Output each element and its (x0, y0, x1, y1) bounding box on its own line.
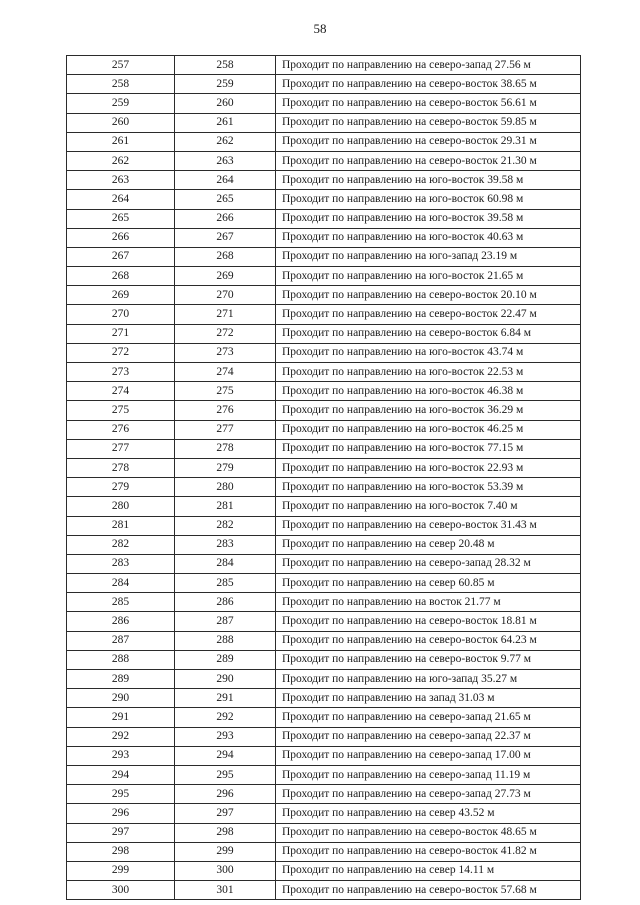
point-from-cell: 267 (67, 247, 175, 266)
point-to-cell: 262 (175, 132, 276, 151)
table-row (67, 113, 581, 132)
segment-description-cell: Проходит по направлению на юго-восток 39.58 м (276, 171, 581, 190)
point-from-cell: 262 (67, 151, 175, 170)
table-row (67, 689, 581, 708)
point-from-cell: 290 (67, 689, 175, 708)
point-to-cell: 267 (175, 228, 276, 247)
point-from-cell: 291 (67, 708, 175, 727)
segment-description-cell: Проходит по направлению на северо-восток 56.61 м (276, 94, 581, 113)
table-row (67, 267, 581, 286)
segment-description-cell: Проходит по направлению на юго-восток 36.29 м (276, 401, 581, 420)
point-from-cell: 272 (67, 343, 175, 362)
point-to-cell: 282 (175, 516, 276, 535)
table-row (67, 554, 581, 573)
table-row (67, 363, 581, 382)
point-to-cell: 264 (175, 171, 276, 190)
segment-description-cell: Проходит по направлению на северо-восток 22.47 м (276, 305, 581, 324)
segment-description-cell: Проходит по направлению на юго-восток 77.15 м (276, 439, 581, 458)
point-from-cell: 257 (67, 56, 175, 75)
point-to-cell: 286 (175, 593, 276, 612)
point-to-cell: 273 (175, 343, 276, 362)
table-row (67, 190, 581, 209)
table-row (67, 343, 581, 362)
point-to-cell: 288 (175, 631, 276, 650)
table-row (67, 861, 581, 880)
point-to-cell: 289 (175, 650, 276, 669)
point-to-cell: 272 (175, 324, 276, 343)
point-from-cell: 265 (67, 209, 175, 228)
segment-description-cell: Проходит по направлению на северо-запад 22.37 м (276, 727, 581, 746)
point-to-cell: 292 (175, 708, 276, 727)
segment-description-cell: Проходит по направлению на северо-восток 38.65 м (276, 75, 581, 94)
point-to-cell: 266 (175, 209, 276, 228)
segment-description-cell: Проходит по направлению на юго-восток 39.58 м (276, 209, 581, 228)
point-from-cell: 283 (67, 554, 175, 573)
point-to-cell: 263 (175, 151, 276, 170)
table-row (67, 842, 581, 861)
point-from-cell: 277 (67, 439, 175, 458)
point-from-cell: 293 (67, 746, 175, 765)
point-to-cell: 265 (175, 190, 276, 209)
table-row (67, 478, 581, 497)
point-from-cell: 273 (67, 363, 175, 382)
point-to-cell: 283 (175, 535, 276, 554)
point-to-cell: 268 (175, 247, 276, 266)
segment-description-cell: Проходит по направлению на юго-восток 60.98 м (276, 190, 581, 209)
segment-description-cell: Проходит по направлению на северо-восток 29.31 м (276, 132, 581, 151)
segment-description-cell: Проходит по направлению на северо-восток 20.10 м (276, 286, 581, 305)
page-number: 58 (313, 21, 327, 36)
table-row (67, 593, 581, 612)
segment-description-cell: Проходит по направлению на северо-восток 9.77 м (276, 650, 581, 669)
segment-description-cell: Проходит по направлению на северо-запад 11.19 м (276, 765, 581, 784)
table-row (67, 401, 581, 420)
segment-description-cell: Проходит по направлению на юго-восток 22.53 м (276, 363, 581, 382)
point-to-cell: 259 (175, 75, 276, 94)
table-row (67, 439, 581, 458)
table-row (67, 56, 581, 75)
point-to-cell: 278 (175, 439, 276, 458)
point-to-cell: 295 (175, 765, 276, 784)
segment-description-cell: Проходит по направлению на юго-восток 22.93 м (276, 458, 581, 477)
table-row (67, 535, 581, 554)
point-to-cell: 260 (175, 94, 276, 113)
table-row (67, 458, 581, 477)
segment-description-cell: Проходит по направлению на юго-восток 53.39 м (276, 478, 581, 497)
point-from-cell: 258 (67, 75, 175, 94)
table-row (67, 209, 581, 228)
table-row (67, 171, 581, 190)
point-to-cell: 281 (175, 497, 276, 516)
point-from-cell: 269 (67, 286, 175, 305)
point-from-cell: 284 (67, 574, 175, 593)
segment-description-cell: Проходит по направлению на юго-восток 46.38 м (276, 382, 581, 401)
point-from-cell: 287 (67, 631, 175, 650)
segment-description-cell: Проходит по направлению на север 20.48 м (276, 535, 581, 554)
segment-description-cell: Проходит по направлению на юго-запад 23.19 м (276, 247, 581, 266)
segment-description-cell: Проходит по направлению на северо-запад 27.73 м (276, 785, 581, 804)
point-to-cell: 296 (175, 785, 276, 804)
segment-description-cell: Проходит по направлению на север 14.11 м (276, 861, 581, 880)
table-row (67, 420, 581, 439)
segment-description-cell: Проходит по направлению на северо-запад 28.32 м (276, 554, 581, 573)
point-from-cell: 298 (67, 842, 175, 861)
point-from-cell: 263 (67, 171, 175, 190)
point-to-cell: 269 (175, 267, 276, 286)
segment-description-cell: Проходит по направлению на северо-восток 59.85 м (276, 113, 581, 132)
table-row (67, 324, 581, 343)
point-from-cell: 299 (67, 861, 175, 880)
segment-description-cell: Проходит по направлению на северо-восток 41.82 м (276, 842, 581, 861)
point-from-cell: 289 (67, 670, 175, 689)
table-row (67, 727, 581, 746)
table-row (67, 650, 581, 669)
table-row (67, 132, 581, 151)
point-from-cell: 279 (67, 478, 175, 497)
point-from-cell: 264 (67, 190, 175, 209)
segment-description-cell: Проходит по направлению на юго-восток 7.40 м (276, 497, 581, 516)
segment-description-cell: Проходит по направлению на северо-восток 21.30 м (276, 151, 581, 170)
point-to-cell: 279 (175, 458, 276, 477)
table-row (67, 804, 581, 823)
table-row (67, 746, 581, 765)
segment-description-cell: Проходит по направлению на северо-восток 18.81 м (276, 612, 581, 631)
point-from-cell: 259 (67, 94, 175, 113)
point-to-cell: 284 (175, 554, 276, 573)
table-row (67, 881, 581, 900)
point-from-cell: 292 (67, 727, 175, 746)
point-to-cell: 293 (175, 727, 276, 746)
point-from-cell: 285 (67, 593, 175, 612)
segment-description-cell: Проходит по направлению на юго-запад 35.27 м (276, 670, 581, 689)
segment-description-cell: Проходит по направлению на северо-запад 27.56 м (276, 56, 581, 75)
segment-description-cell: Проходит по направлению на юго-восток 40.63 м (276, 228, 581, 247)
point-from-cell: 271 (67, 324, 175, 343)
table-row (67, 247, 581, 266)
point-to-cell: 270 (175, 286, 276, 305)
table-row (67, 94, 581, 113)
point-from-cell: 297 (67, 823, 175, 842)
segment-description-cell: Проходит по направлению на юго-восток 21.65 м (276, 267, 581, 286)
table-row (67, 823, 581, 842)
point-to-cell: 271 (175, 305, 276, 324)
point-from-cell: 288 (67, 650, 175, 669)
point-from-cell: 282 (67, 535, 175, 554)
point-to-cell: 300 (175, 861, 276, 880)
segment-description-cell: Проходит по направлению на юго-восток 46.25 м (276, 420, 581, 439)
segment-description-cell: Проходит по направлению на северо-восток 64.23 м (276, 631, 581, 650)
boundary-points-table (66, 55, 581, 900)
point-to-cell: 274 (175, 363, 276, 382)
point-to-cell: 285 (175, 574, 276, 593)
point-to-cell: 280 (175, 478, 276, 497)
point-from-cell: 296 (67, 804, 175, 823)
point-from-cell: 261 (67, 132, 175, 151)
point-to-cell: 287 (175, 612, 276, 631)
segment-description-cell: Проходит по направлению на юго-восток 43.74 м (276, 343, 581, 362)
point-from-cell: 300 (67, 881, 175, 900)
table-row (67, 765, 581, 784)
table-row (67, 75, 581, 94)
table-row (67, 516, 581, 535)
point-from-cell: 270 (67, 305, 175, 324)
point-to-cell: 301 (175, 881, 276, 900)
segment-description-cell: Проходит по направлению на север 60.85 м (276, 574, 581, 593)
table-row (67, 151, 581, 170)
table-row (67, 497, 581, 516)
segment-description-cell: Проходит по направлению на запад 31.03 м (276, 689, 581, 708)
segment-description-cell: Проходит по направлению на северо-восток 57.68 м (276, 881, 581, 900)
segment-description-cell: Проходит по направлению на северо-запад 21.65 м (276, 708, 581, 727)
table-row (67, 305, 581, 324)
point-to-cell: 299 (175, 842, 276, 861)
point-to-cell: 297 (175, 804, 276, 823)
point-to-cell: 258 (175, 56, 276, 75)
segment-description-cell: Проходит по направлению на север 43.52 м (276, 804, 581, 823)
point-from-cell: 294 (67, 765, 175, 784)
point-from-cell: 275 (67, 401, 175, 420)
segment-description-cell: Проходит по направлению на северо-восток 31.43 м (276, 516, 581, 535)
point-to-cell: 275 (175, 382, 276, 401)
table-row (67, 574, 581, 593)
table-row (67, 785, 581, 804)
segment-description-cell: Проходит по направлению на восток 21.77 м (276, 593, 581, 612)
segment-description-cell: Проходит по направлению на северо-запад 17.00 м (276, 746, 581, 765)
table-row (67, 631, 581, 650)
point-to-cell: 291 (175, 689, 276, 708)
point-from-cell: 274 (67, 382, 175, 401)
table-row (67, 286, 581, 305)
point-from-cell: 280 (67, 497, 175, 516)
point-from-cell: 276 (67, 420, 175, 439)
table-row (67, 228, 581, 247)
segment-description-cell: Проходит по направлению на северо-восток 6.84 м (276, 324, 581, 343)
point-from-cell: 268 (67, 267, 175, 286)
point-from-cell: 266 (67, 228, 175, 247)
segment-description-cell: Проходит по направлению на северо-восток 48.65 м (276, 823, 581, 842)
point-to-cell: 261 (175, 113, 276, 132)
point-from-cell: 281 (67, 516, 175, 535)
table-row (67, 670, 581, 689)
point-from-cell: 295 (67, 785, 175, 804)
point-to-cell: 294 (175, 746, 276, 765)
point-from-cell: 278 (67, 458, 175, 477)
point-to-cell: 298 (175, 823, 276, 842)
point-to-cell: 276 (175, 401, 276, 420)
table-row (67, 612, 581, 631)
table-row (67, 382, 581, 401)
point-from-cell: 286 (67, 612, 175, 631)
table-row (67, 708, 581, 727)
point-from-cell: 260 (67, 113, 175, 132)
point-to-cell: 277 (175, 420, 276, 439)
table-body (67, 56, 581, 900)
point-to-cell: 290 (175, 670, 276, 689)
